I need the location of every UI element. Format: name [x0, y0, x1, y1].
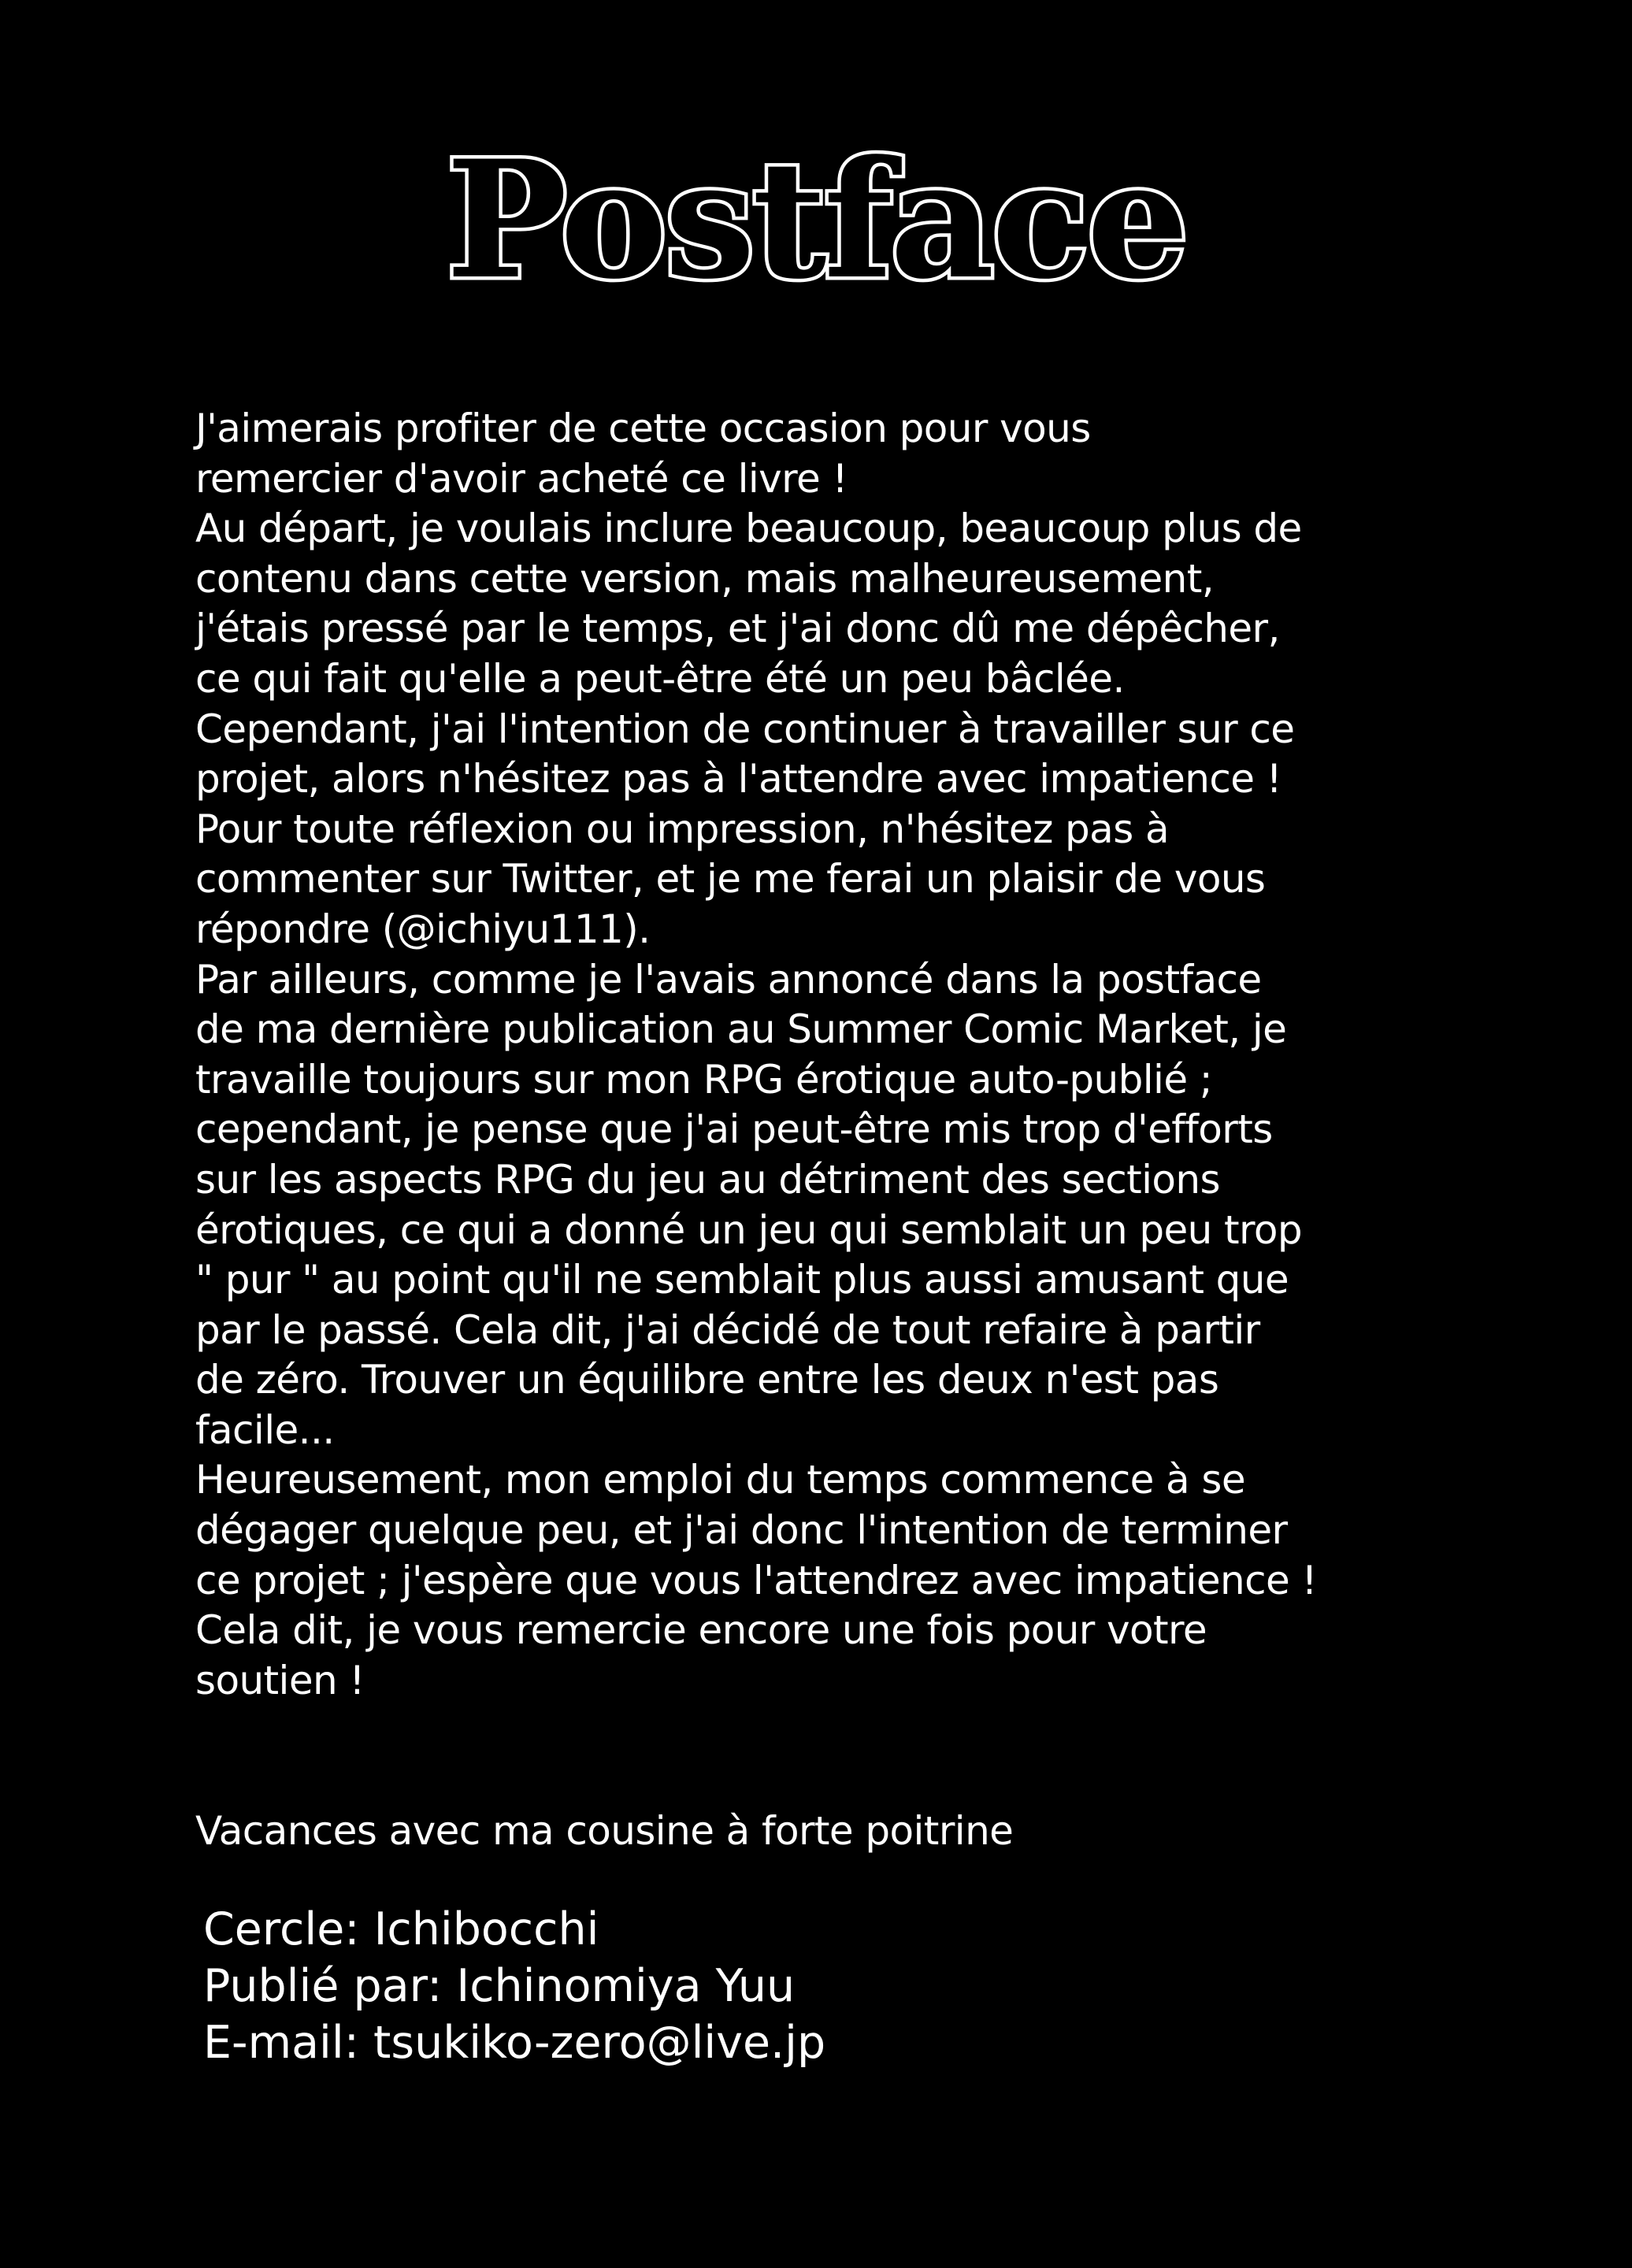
body-line: répondre (@ichiyu111). [195, 906, 651, 952]
body-line: facile... [195, 1406, 335, 1453]
page-title: Postface [446, 126, 1186, 315]
body-line: remercier d'avoir acheté ce livre ! [195, 455, 848, 502]
body-line: Au départ, je voulais inclure beaucoup, beaucoup plus de [195, 506, 1302, 552]
body-line: J'aimerais profiter de cette occasion pour vous [195, 406, 1091, 451]
body-line: Cela dit, je vous remercie encore une fois pour votre [195, 1607, 1207, 1654]
body-line: soutien ! [195, 1657, 365, 1703]
publisher-credit: Publié par: Ichinomiya Yuu [203, 1960, 796, 2012]
body-line: Pour toute réflexion ou impression, n'hésitez pas à [195, 806, 1169, 852]
body-line: travaille toujours sur mon RPG érotique auto-publié ; [195, 1056, 1213, 1102]
body-line: commenter sur Twitter, et je me ferai un plaisir de vous [195, 856, 1266, 902]
body-line: érotiques, ce qui a donné un jeu qui semblait un peu trop [195, 1206, 1303, 1253]
body-line: dégager quelque peu, et j'ai donc l'intention de terminer [195, 1507, 1288, 1554]
body-line: cependant, je pense que j'ai peut-être mis trop d'efforts [195, 1106, 1273, 1153]
circle-credit: Cercle: Ichibocchi [203, 1903, 599, 1955]
body-line: de ma dernière publication au Summer Comic Market, je [195, 1006, 1287, 1053]
body-line: " pur " au point qu'il ne semblait plus aussi amusant que [195, 1257, 1289, 1303]
body-line: par le passé. Cela dit, j'ai décidé de tout refaire à partir [195, 1306, 1260, 1353]
body-line: Cependant, j'ai l'intention de continuer à travailler sur ce [195, 706, 1295, 752]
email-credit: E-mail: tsukiko-zero@live.jp [203, 2017, 826, 2069]
credits [203, 1901, 825, 2071]
body-line: ce projet ; j'espère que vous l'attendrez avec impatience ! [195, 1557, 1317, 1603]
body-line: Par ailleurs, comme je l'avais annoncé dans la postface [195, 956, 1262, 1002]
body-line: sur les aspects RPG du jeu au détriment des sections [195, 1156, 1220, 1203]
body-line: projet, alors n'hésitez pas à l'attendre avec impatience ! [195, 756, 1282, 802]
body-line: ce qui fait qu'elle a peut-être été un peu bâclée. [195, 655, 1125, 702]
postface-body [195, 404, 1613, 1706]
body-line: contenu dans cette version, mais malheureusement, [195, 555, 1214, 602]
body-line: de zéro. Trouver un équilibre entre les deux n'est pas [195, 1357, 1219, 1403]
book-title: Vacances avec ma cousine à forte poitrine [195, 1808, 1014, 1854]
body-line: j'étais pressé par le temps, et j'ai donc dû me dépêcher, [195, 606, 1280, 652]
body-line: Heureusement, mon emploi du temps commence à se [195, 1457, 1245, 1503]
